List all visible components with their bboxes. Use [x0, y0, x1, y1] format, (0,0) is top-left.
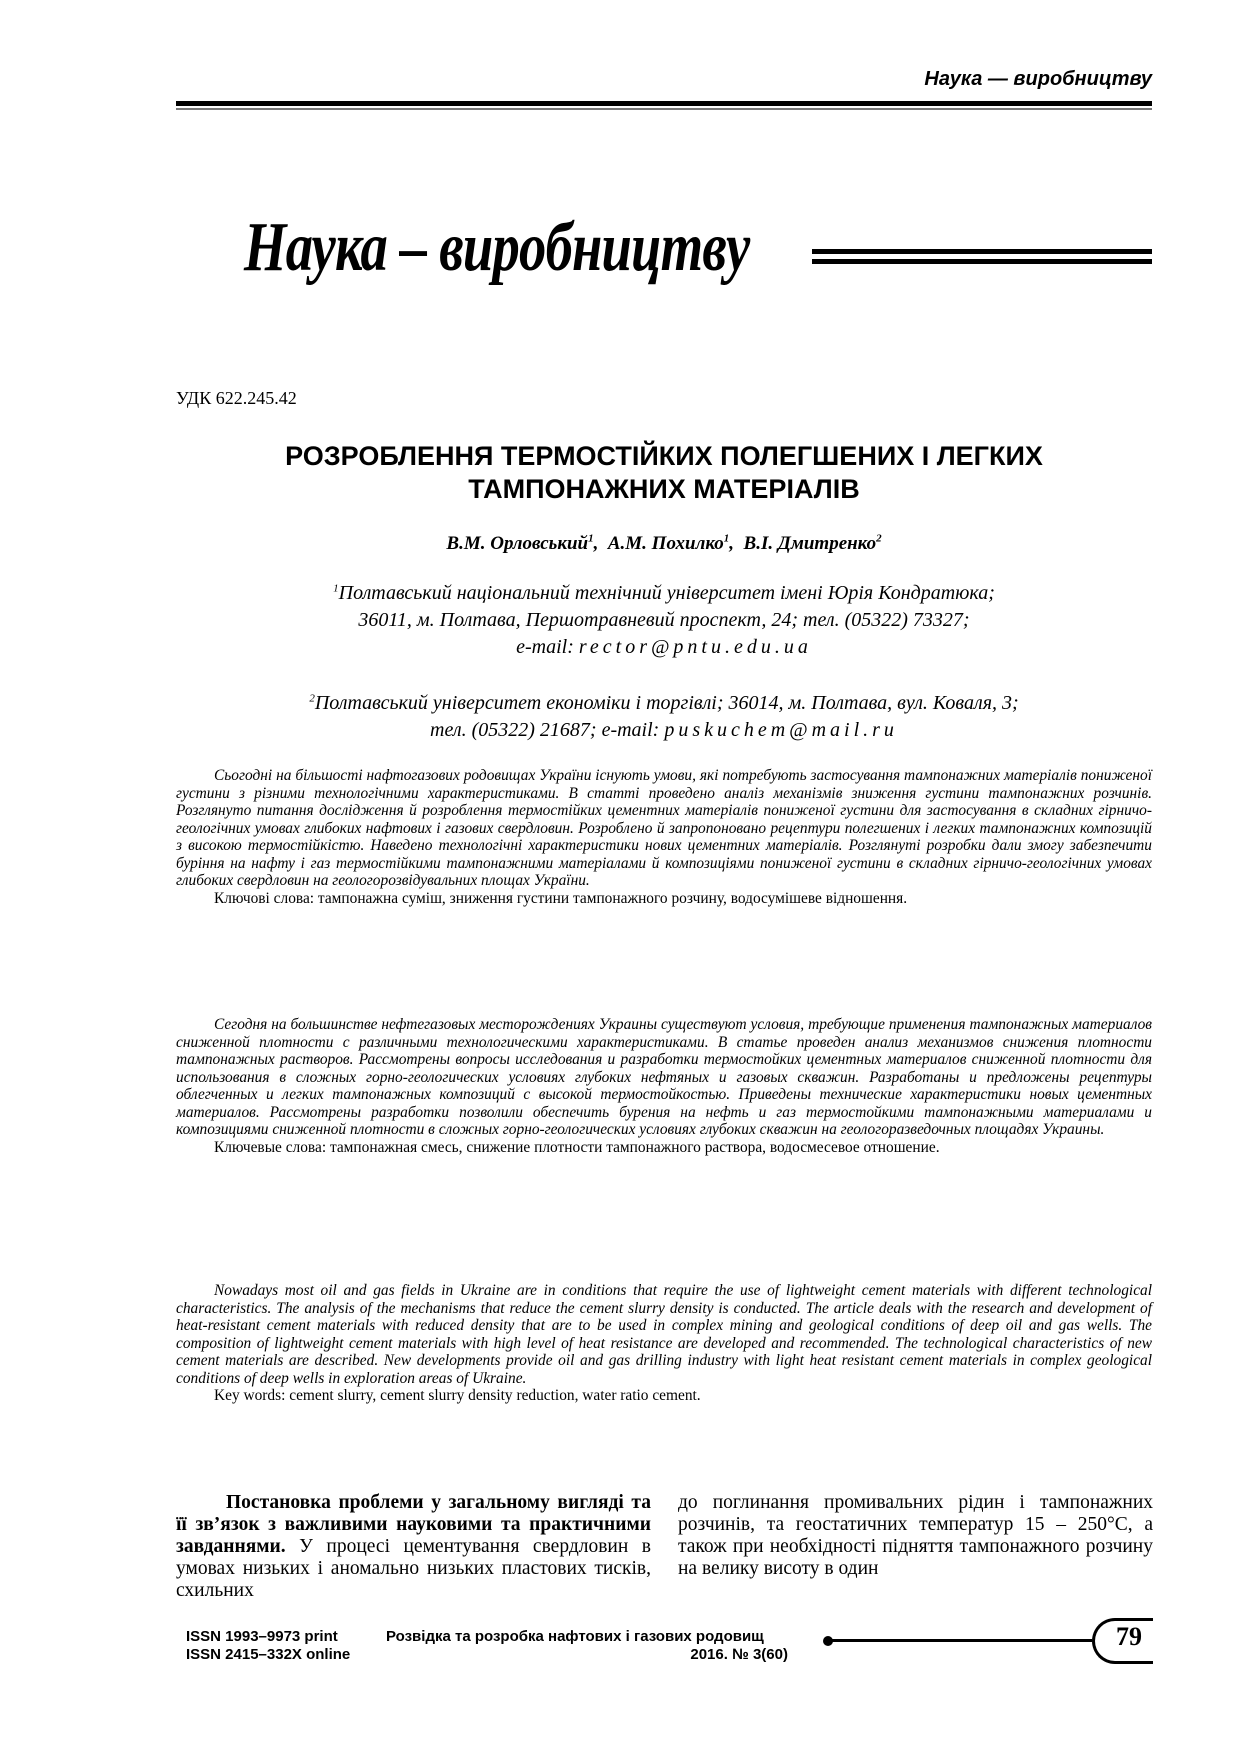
running-header: Наука — виробництву: [924, 68, 1152, 90]
footer-issn: [186, 1628, 350, 1664]
abstract-text: Сьогодні на більшості нафтогазових родовищах України існують умови, які потребують застосування тампонажних матеріалів пониженої густини з різними технологічними характеристиками. В статті проведено аналіз механізмів зниження густини тампонажних розчинів. Розглянуто питання дослідження й розроблення термостійких цементних матеріалів пониженої густини для застосування в складних гірничо-геологічних умовах глибоких нафтових і газових свердловин. Розроблено й запропоновано рецептури полегшених і легких тампонажних композицій з високою термостійкістю. Наведено технологічні характеристики нових цементних матеріалів. Розглянуті розробки дали змогу забезпечити буріння на нафту і газ термостійкими тампонажними матеріалами й композиціями пониженої густини в складних гірничо-геологічних умовах глибоких свердловин на геологорозвідувальних площах України.: [176, 767, 1152, 889]
udk-code: УДК 622.245.42: [176, 388, 297, 408]
abstract-text: Nowadays most oil and gas fields in Ukraine are in conditions that require the use of lightweight cement materials with different technological characteristics. The analysis of the mechanisms that reduce the cement slurry density is conducted. The article deals with the research and development of heat-resistant cement materials with reduced density that are to be used in complex mining and geological conditions of deep oil and gas wells. The composition of lightweight cement materials with high level of heat resistance are developed and recommended. The technological characteristics of new cement materials are described. New developments provide oil and gas drilling industry with light heat resistant cement materials in complex geological conditions of deep wells in exploration areas of Ukraine.: [176, 1282, 1152, 1387]
body-column-right: [678, 1492, 1153, 1580]
journal-name: Розвідка та розробка нафтових і газових родовищ: [386, 1628, 764, 1645]
author-affil-mark: 2: [876, 532, 882, 545]
keywords: Ключевые слова: тампонажная смесь, снижение плотности тампонажного раствора, водосмесевое отношение.: [214, 1138, 940, 1156]
section-banner: Наука – виробництву: [244, 209, 750, 286]
article-title: [176, 440, 1152, 506]
affil-line: тел. (05322) 21687; e-mail:: [430, 719, 665, 741]
affiliation-1: [176, 580, 1152, 661]
affil-mark: 2: [309, 692, 315, 705]
author-name: В.М. Орловський: [446, 533, 589, 554]
affiliation-2: [176, 690, 1152, 744]
affil-mark: 1: [333, 582, 339, 595]
journal-issue: 2016. № 3(60): [690, 1646, 788, 1663]
author-affil-mark: 1: [588, 532, 594, 545]
abstract-text: Сегодня на большинстве нефтегазовых месторождениях Украины существуют условия, требующие применения тампонажных материалов сниженной плотности с различными технологическими характеристиками. В статье проведен анализ механизмов снижения плотности тампонажных растворов. Рассмотрены вопросы исследования и разработки термостойких цементных материалов сниженной плотности для использования в сложных горно-геологических условиях глубоких нефтяных и газовых скважин. Разработаны и предложены рецептуры облегченных и легких тампонажных композиций с высокой термостойкостью. Приведены технические характеристики новых цементных материалов. Рассмотрены разработки позволили обеспечить бурения на нефть и газ термостойкими тампонажными материалами и композициями сниженной плотности в сложных горно-геологических условиях глубоких скважин на геологоразведочных площадях Украины.: [176, 1016, 1152, 1138]
title-line-2: ТАМПОНАЖНИХ МАТЕРІАЛІВ: [468, 474, 860, 504]
author-affil-mark: 1: [723, 532, 730, 545]
banner-double-rule-top: [812, 249, 1152, 254]
author-list: В.М. Орловський$^1$, А.М. Похилко$^1$, В.І. Дмитренко$^2$: [446, 532, 882, 554]
affil-line: 36011, м. Полтава, Першотравневий проспект, 24; тел. (05322) 73327;: [358, 609, 970, 631]
email-link[interactable]: puskuchem@mail.ru: [664, 719, 898, 741]
affil-line: Полтавський університет економіки і торгівлі; 36014, м. Полтава, вул. Коваля, 3;: [314, 692, 1019, 714]
abstract-ukrainian: [176, 767, 1152, 907]
body-text: до поглинання промивальних рідин і тампонажних розчинів, та геостатичних температур 15 – 250°С, а також при необхідності підняття тампонажного розчину на велику висоту в один: [678, 1492, 1153, 1579]
keywords: Ключові слова: тампонажна суміш, зниження густини тампонажного розчину, водосумішеве відношення.: [214, 889, 908, 907]
abstract-russian: [176, 1016, 1152, 1156]
email-label: e-mail:: [516, 636, 579, 658]
affil-line: Полтавський національний технічний університет імені Юрія Кондратюка;: [338, 582, 995, 604]
body-text: У процесі цементування свердловин в умовах низьких і аномально низьких пластових тисків, схильних: [176, 1536, 651, 1601]
header-rule-thick: [176, 101, 1152, 106]
author-name: В.І. Дмитренко: [743, 533, 877, 554]
footer-rule: [830, 1639, 1092, 1642]
keywords: Key words: cement slurry, cement slurry density reduction, water ratio cement.: [214, 1387, 701, 1404]
author-name: А.М. Похилко: [607, 533, 724, 554]
abstract-english: [176, 1282, 1152, 1405]
banner-double-rule-bottom: [812, 259, 1152, 264]
issn-online: ISSN 2415–332X online: [186, 1646, 351, 1663]
title-line-1: РОЗРОБЛЕННЯ ТЕРМОСТІЙКИХ ПОЛЕГШЕНИХ І ЛЕГКИХ: [285, 441, 1043, 471]
section-heading: Постановка проблеми у загальному вигляді та її зв’язок з важливими науковими та практичними завданнями.: [176, 1492, 651, 1557]
footer-journal: [386, 1628, 826, 1664]
issn-print: ISSN 1993–9973 print: [186, 1628, 338, 1645]
page-number: 79: [1116, 1622, 1142, 1651]
body-column-left: [176, 1492, 651, 1602]
header-rule-thin: [176, 108, 1152, 110]
email-link[interactable]: rector@pntu.edu.ua: [578, 636, 812, 658]
